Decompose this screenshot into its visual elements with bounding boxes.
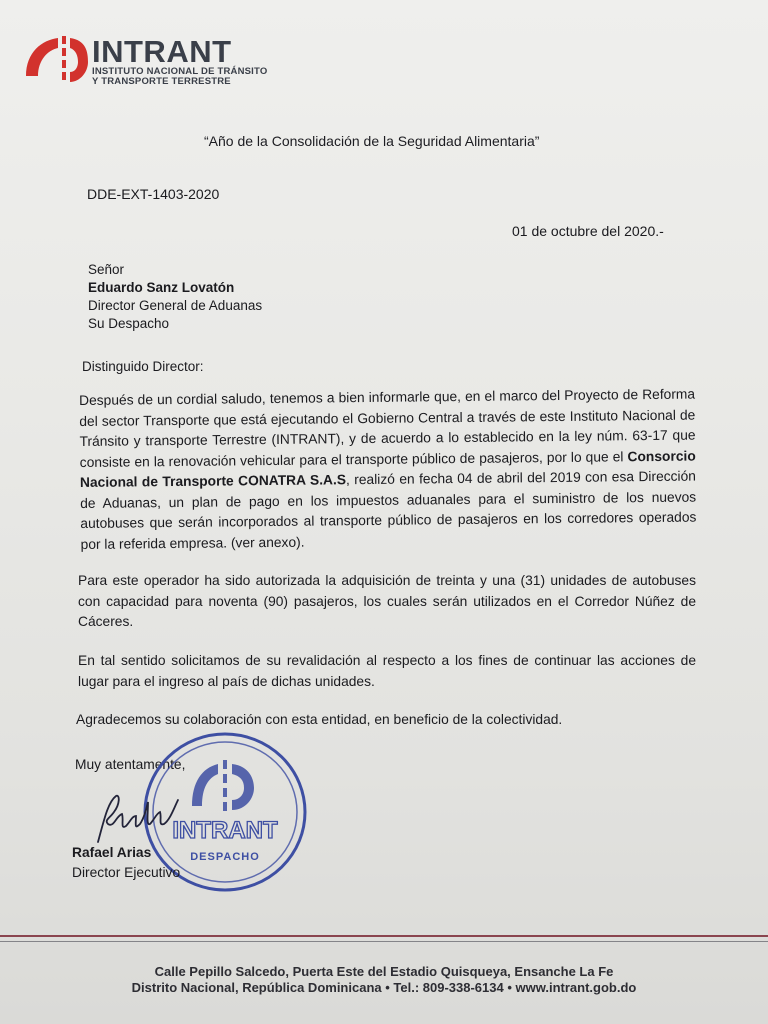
letter-date: 01 de octubre del 2020.- [512,223,664,239]
recipient-title: Director General de Aduanas [88,298,263,313]
org-subtitle [92,67,267,87]
org-name: INTRANT [92,34,232,69]
org-subtitle-line1: INSTITUTO NACIONAL DE TRÁNSITO [92,66,268,77]
recipient-block [88,261,262,333]
stamp-org: INTRANT [172,817,278,844]
signer-title: Director Ejecutivo [72,865,181,880]
recipient-office: Su Despacho [88,316,170,331]
stamp-dept: DESPACHO [190,851,260,863]
footer-rule-red [0,935,768,937]
closing-phrase: Muy atentamente, [75,757,186,772]
body-paragraph-2: Para este operador ha sido autorizada la adquisición de treinta y una (31) unidades de autobuses con capacidad para noventa (90) pasajeros, los cuales serán utilizados en el Corredor Núñez de Cáceres. [78,573,696,629]
recipient-salutation: Señor [88,262,125,277]
body-paragraph-1-part-a: Después de un cordial saludo, tenemos a bien informarle que, en el marco del Proyecto de Reforma del sector Transporte que está ejecutando el Gobierno Central a través de este Instituto Nacional de Tránsito y transporte Terrestre (INTRANT), y de acuerdo a lo establecido en la ley núm. 63-17 que consiste en la renovación vehicular para el transporte público de pasajeros, por lo que el [79,386,696,470]
recipient-name: Eduardo Sanz Lovatón [88,280,235,295]
signer-name: Rafael Arias [72,845,152,860]
footer-rule-gray [0,941,768,942]
body-paragraph-4: Agradecemos su colaboración con esta entidad, en beneficio de la colectividad. [76,712,563,727]
year-motto: “Año de la Consolidación de la Seguridad Alimentaria” [204,133,540,149]
footer-address-line2: Distrito Nacional, República Dominicana • Tel.: 809-338-6134 • www.intrant.gob.do [131,980,637,995]
org-subtitle-line2: Y TRANSPORTE TERRESTRE [92,76,231,87]
body-paragraph-3: En tal sentido solicitamos de su revalidación al respecto a los fines de continuar las acciones de lugar para el ingreso al país de dichas unidades. [78,653,696,689]
signer-block [72,843,180,883]
footer-address-line1: Calle Pepillo Salcedo, Puerta Este del Estadio Quisqueya, Ensanche La Fe [154,964,614,979]
body-paragraph-1-part-b: , realizó en fecha 04 de abril del 2019 con esa Dirección de Aduanas, un plan de pago en los impuestos aduanales para el suministro de los nuevos autobuses que serán incorporados al transporte público de pasajeros en los corredores operados por la referida empresa. (ver anexo). [80,468,697,552]
greeting: Distinguido Director: [82,359,204,374]
reference-number: DDE-EXT-1403-2020 [87,186,220,202]
body-paragraph-1 [79,385,697,555]
signature-mark [90,790,200,850]
company-name: Consorcio Nacional de Transporte CONATRA S.A.S [79,448,696,490]
